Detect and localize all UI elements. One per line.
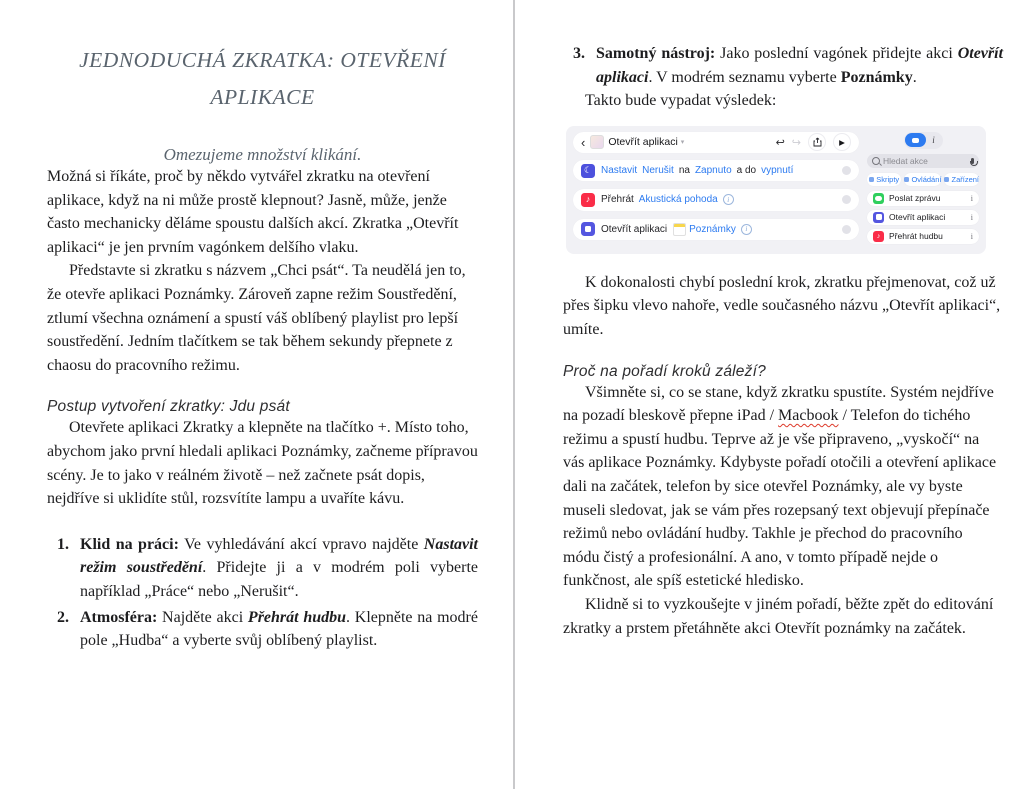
notes-app-icon	[673, 223, 686, 236]
caption: Takto bude vypadat výsledek:	[585, 92, 777, 110]
do-not-disturb-icon: ☾	[581, 164, 595, 178]
list-number: 1.	[57, 535, 69, 553]
chip-controls: Ovládání	[904, 173, 941, 186]
action-name: Otevřít aplikaci	[596, 45, 1004, 86]
list-item-label: Klid na práci:	[80, 535, 179, 553]
list-item	[47, 606, 478, 653]
shortcut-editor-panel	[573, 132, 859, 248]
row-handle-icon	[842, 195, 851, 204]
play-icon: ▶	[839, 137, 845, 147]
action-row-focus	[573, 160, 859, 181]
action-library-sidebar	[867, 132, 979, 248]
search-icon	[872, 157, 880, 165]
paragraph: Možná si říkáte, proč by někdo vytvářel zkratku na otevření aplikace, když na ni může prostě klepnout? Jasně, může, jenže často mechanicky děláme spoustu dalších akcí. Zkratka „Otevřít aplikaci“ je jen prvním vagónkem delšího vlaku.	[47, 168, 459, 256]
app-name: Poznámky	[840, 68, 913, 86]
action-text: Otevřít aplikaci	[601, 223, 668, 235]
shortcut-title: Otevřít aplikaci	[608, 136, 678, 149]
paragraph: Všimněte si, co se stane, když zkratku spustíte. Systém nejdříve na pozadí bleskově přepne iPad / Macbook / Telefon do tichého režimu a spustí hudbu. Teprve až je vše připraveno, „vyskočí“ na vás aplikace Poznámky. Kdybyste pořadí otočili a otevření aplikace dali na začátek, telefon by sice otevřel Poznámky, ale vy byste museli sledovat, jak se vám přes rozepsaný text objevují přepínače režimů nebo ovládání hudby. Takhle je přechod do pracovního módu čistý a profesionální. A ano, v tomto případě nejde o funkčnost, ale spíš estetické hledisko.	[563, 383, 997, 590]
shortcuts-app-screenshot	[566, 126, 986, 254]
apps-icon	[912, 138, 919, 143]
action-text: Nastavit Nerušit na Zapnuto a do vypnutí	[601, 165, 794, 177]
run-button	[833, 133, 851, 151]
insert-icon: i	[970, 193, 973, 203]
paragraph: Představte si zkratku s názvem „Chci psát“. Ta neudělá jen to, že otevře aplikaci Poznámky. Zároveň zapne režim Soustředění, ztlumí všechna oznámení a spustí váš oblíbený playlist pro lepší soustředění. Jedním tlačítkem se tak během sekundy přepnete z chaosu do pracovního režimu.	[47, 262, 466, 374]
sidebar-segmented-control	[904, 132, 943, 149]
open-app-icon	[873, 212, 884, 223]
share-icon	[813, 137, 822, 147]
chevron-down-icon: ▾	[680, 139, 685, 147]
play-music-icon: ♪	[581, 193, 595, 207]
action-list-item: Otevřít aplikaci i	[867, 210, 979, 225]
shortcut-app-icon	[590, 135, 604, 149]
action-row-open-app: Otevřít aplikaci Poznámky i	[573, 219, 859, 240]
page-subtitle: Omezujeme množství klikání.	[163, 145, 362, 164]
editor-toolbar	[573, 132, 859, 153]
row-handle-icon	[842, 225, 851, 234]
action-list-item: ♪ Přehrát hudbu i	[867, 229, 979, 244]
list-item-label: Atmosféra:	[80, 608, 158, 626]
section-heading: Postup vytvoření zkratky: Jdu psát	[47, 398, 290, 416]
paragraph: K dokonalosti chybí poslední krok, zkratku přejmenovat, což už přes šipku vlevo nahoře, vedle současného názvu „Otevřít aplikaci“, umíte.	[563, 273, 1001, 338]
undo-icon: ↩	[775, 136, 785, 149]
info-icon: i	[723, 194, 734, 205]
list-item-text: Klid na práci: Ve vyhledávání akcí vpravo najděte Nastavit režim soustředění. Přidejte ji a v modrém poli vyberte například „Práce“ nebo „Nerušit“.	[80, 535, 479, 600]
list-item-label: Samotný nástroj:	[596, 45, 716, 62]
list-item	[47, 533, 478, 604]
info-tab: i	[932, 135, 935, 146]
list-item	[563, 42, 1003, 89]
action-text: Přehrát Akustická pohoda	[601, 194, 718, 206]
action-search-field	[867, 154, 979, 168]
section-heading: Proč na pořadí kroků záleží?	[563, 362, 766, 380]
page-right	[515, 0, 1024, 789]
ordered-list	[47, 533, 478, 653]
controls-icon	[904, 177, 909, 182]
insert-icon: i	[970, 231, 973, 241]
open-app-icon	[581, 222, 595, 236]
row-handle-icon	[842, 166, 851, 175]
action-name: Přehrát hudbu	[247, 608, 347, 626]
devices-icon	[944, 177, 949, 182]
search-placeholder: Hledat akce	[883, 155, 928, 166]
list-item-text: Samotný nástroj: Jako poslední vagónek přidejte akci Otevřít aplikaci. V modrém seznamu vyberte Poznámky.	[596, 45, 1004, 86]
action-row-play-music	[573, 189, 859, 210]
list-number: 2.	[57, 608, 69, 626]
action-list-item: Poslat zprávu i	[867, 191, 979, 206]
apps-tab	[905, 133, 926, 147]
action-name: Nastavit režim soustředění	[80, 535, 478, 577]
misspelled-word: Macbook	[778, 407, 839, 425]
insert-icon: i	[970, 212, 973, 222]
share-button	[808, 133, 826, 151]
category-chips	[867, 173, 979, 186]
page-title: JEDNODUCHÁ ZKRATKA: OTEVŘENÍ APLIKACE	[79, 48, 446, 109]
send-message-icon	[873, 193, 884, 204]
back-chevron-icon: ‹	[581, 134, 586, 150]
list-number: 3.	[573, 45, 585, 62]
scripting-icon	[869, 177, 874, 182]
info-icon: i	[741, 224, 752, 235]
mic-icon	[971, 158, 974, 164]
paragraph: Klidně si to vyzkoušejte v jiném pořadí, běžte zpět do editování zkratky a prstem přetáhněte akci Otevřít poznámky na začátek.	[563, 595, 994, 637]
list-item-text: Atmosféra: Najděte akci Přehrát hudbu. Klepněte na modré pole „Hudba“ a vyberte svůj oblíbený playlist.	[80, 608, 478, 650]
play-music-icon: ♪	[873, 231, 884, 242]
chip-scripting: Skripty	[867, 173, 901, 186]
paragraph: Otevřete aplikaci Zkratky a klepněte na tlačítko +. Místo toho, abychom jako první hledali aplikaci Poznámky, začneme přípravou scény. Je to jako v reálném životě – než začnete psát dopis, nejdříve si uklidíte stůl, rozsvítíte lampu a uvaříte kávu.	[47, 419, 478, 508]
redo-icon: ↪	[791, 136, 801, 149]
toolbar-buttons	[776, 133, 851, 151]
chip-devices: Zařízení	[944, 173, 979, 186]
